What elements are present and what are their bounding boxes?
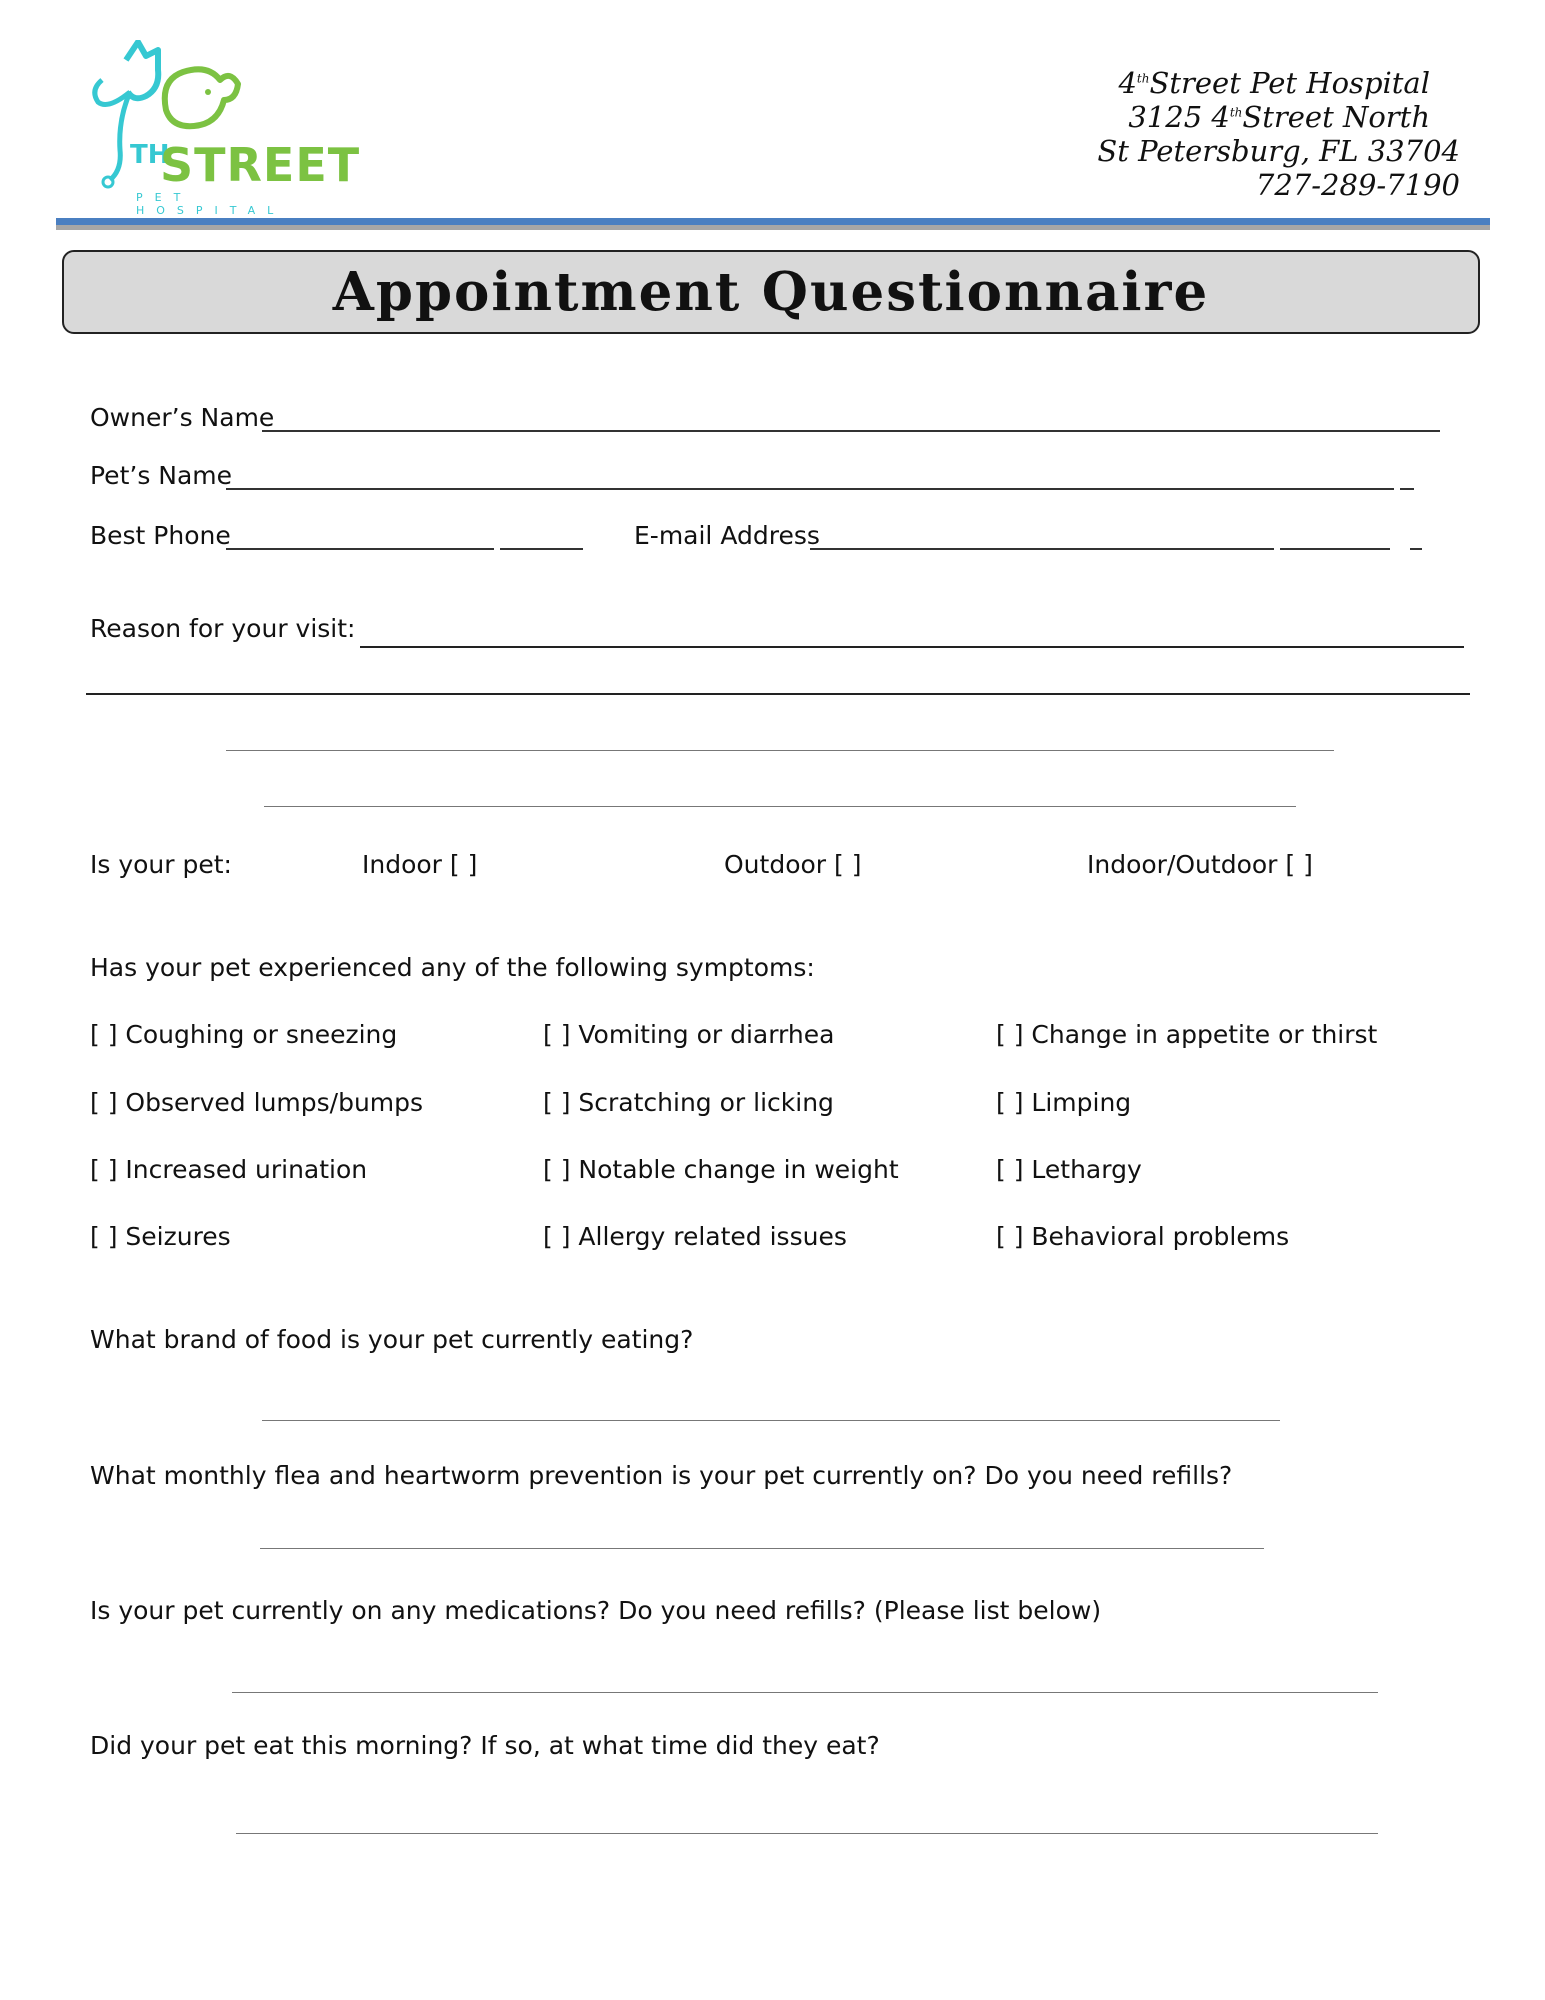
symptom-scratching[interactable]: [ ] Scratching or licking [543, 1088, 834, 1117]
logo-th: TH [130, 140, 170, 170]
page-title: Appointment Questionnaire [332, 261, 1210, 323]
ate-this-morning-answer-line[interactable] [236, 1833, 1378, 1834]
symptom-limping[interactable]: [ ] Limping [996, 1088, 1132, 1117]
flea-prevention-answer-line[interactable] [260, 1548, 1264, 1549]
reason-line-3[interactable] [226, 750, 1334, 751]
food-brand-question: What brand of food is your pet currently eating? [90, 1325, 694, 1354]
symptom-allergy[interactable]: [ ] Allergy related issues [543, 1222, 847, 1251]
logo-street: STREET [160, 138, 361, 192]
email-field-tail [1410, 548, 1422, 550]
owner-name-label: Owner’s Name [90, 403, 275, 432]
reason-line-1[interactable] [360, 646, 1464, 648]
pet-type-label: Is your pet: [90, 850, 232, 879]
email-label: E-mail Address [634, 521, 820, 550]
pet-type-indoor[interactable]: Indoor [ ] [362, 850, 478, 879]
pet-name-label: Pet’s Name [90, 461, 233, 490]
symptom-behavioral[interactable]: [ ] Behavioral problems [996, 1222, 1290, 1251]
food-brand-answer-line[interactable] [262, 1420, 1280, 1421]
clinic-city: St Petersburg, FL 33704 [1097, 134, 1460, 168]
clinic-address-block [1080, 66, 1460, 216]
symptoms-question: Has your pet experienced any of the following symptoms: [90, 953, 815, 982]
medications-answer-line[interactable] [232, 1692, 1378, 1693]
symptom-weight[interactable]: [ ] Notable change in weight [543, 1155, 899, 1184]
email-field-ext [1280, 548, 1390, 550]
pet-name-field-tail [1400, 488, 1414, 490]
symptom-coughing[interactable]: [ ] Coughing or sneezing [90, 1020, 398, 1049]
owner-name-field[interactable] [262, 430, 1440, 432]
symptom-lethargy[interactable]: [ ] Lethargy [996, 1155, 1142, 1184]
pet-type-outdoor[interactable]: Outdoor [ ] [724, 850, 862, 879]
medications-question: Is your pet currently on any medications? Do you need refills? (Please list below) [90, 1596, 1102, 1625]
best-phone-field[interactable] [226, 548, 494, 550]
ate-this-morning-question: Did your pet eat this morning? If so, at what time did they eat? [90, 1731, 880, 1760]
symptom-lumps[interactable]: [ ] Observed lumps/bumps [90, 1088, 424, 1117]
flea-prevention-question: What monthly flea and heartworm prevention is your pet currently on? Do you need refills? [90, 1461, 1233, 1490]
email-field[interactable] [810, 548, 1274, 550]
reason-line-4[interactable] [264, 806, 1296, 807]
clinic-name: 4thStreet Pet Hospital [1118, 66, 1430, 100]
symptom-seizures[interactable]: [ ] Seizures [90, 1222, 231, 1251]
logo-tagline: PET HOSPITAL [136, 191, 286, 217]
symptom-vomiting[interactable]: [ ] Vomiting or diarrhea [543, 1020, 835, 1049]
clinic-street: 3125 4thStreet North [1128, 100, 1430, 134]
clinic-logo [88, 40, 361, 217]
reason-label: Reason for your visit: [90, 614, 356, 643]
reason-line-2[interactable] [86, 693, 1470, 695]
symptom-urination[interactable]: [ ] Increased urination [90, 1155, 368, 1184]
header-rule [56, 218, 1490, 230]
pet-name-field[interactable] [226, 488, 1394, 490]
symptom-appetite[interactable]: [ ] Change in appetite or thirst [996, 1020, 1378, 1049]
clinic-phone: 727-289-7190 [1255, 168, 1460, 202]
title-box [62, 250, 1480, 334]
pet-type-indoor-outdoor[interactable]: Indoor/Outdoor [ ] [1087, 850, 1313, 879]
best-phone-field-ext [500, 548, 583, 550]
best-phone-label: Best Phone [90, 521, 231, 550]
